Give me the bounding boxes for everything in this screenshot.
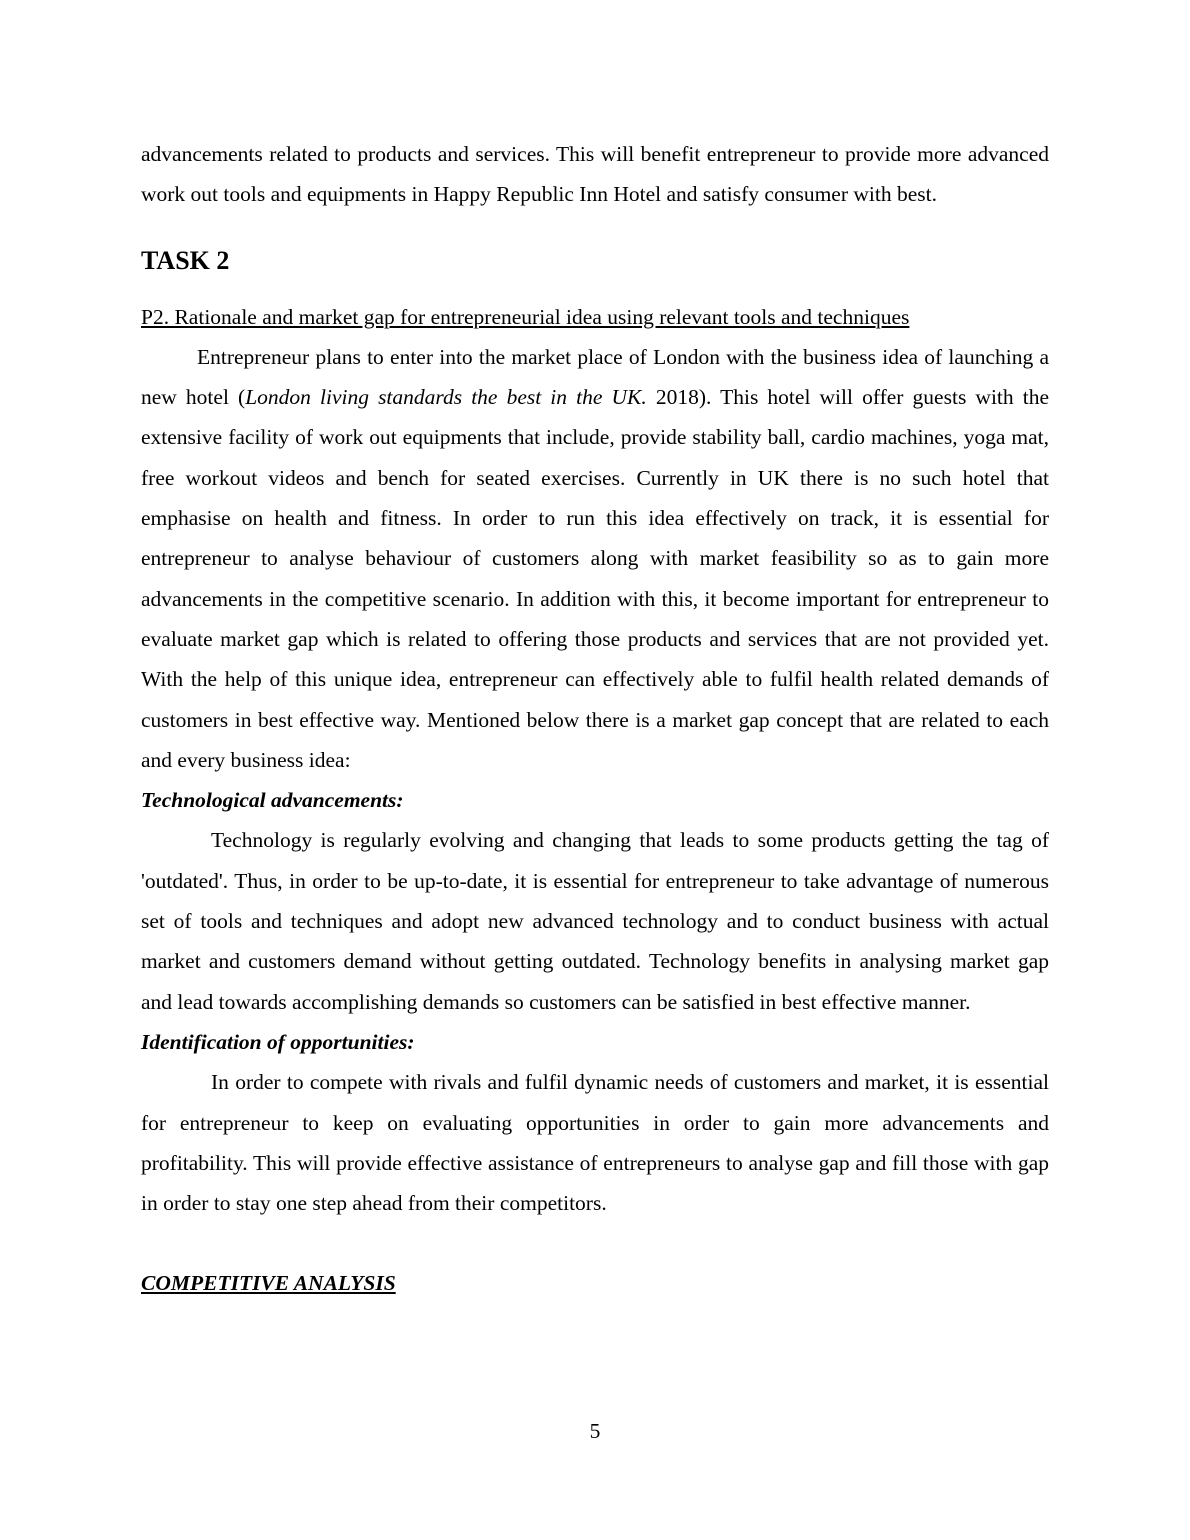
section-title: P2. Rationale and market gap for entrepreneurial idea using relevant tools and techniques [141, 304, 910, 329]
document-page [141, 134, 1049, 1304]
page-number: 5 [589, 1419, 601, 1443]
technological-paragraph: Technology is regularly evolving and changing that leads to some products getting the tag of 'outdated'. Thus, in order to be up-to-date, it is essential for entrepreneur to take advantage of numerous set of tools and techniques and adopt new advanced technology and to conduct business with actual market and customers demand without getting outdated. Technology benefits in analysing market gap and lead towards accomplishing demands so customers can be satisfied in best effective manner. [141, 828, 1049, 1014]
opportunities-heading: Identification of opportunities: [141, 1029, 415, 1054]
intro-text-after-citation: 2018). This hotel will offer guests with the extensive facility of work out equipments that include, provide stability ball, cardio machines, yoga mat, free workout videos and bench for seated exercises. Currently in UK there is no such hotel that emphasise on health and fitness. In order to run this idea effectively on track, it is essential for entrepreneur to analyse behaviour of customers along with market feasibility so as to gain more advancements in the competitive scenario. In addition with this, it become important for entrepreneur to evaluate market gap which is related to offering those products and services that are not provided yet. With the help of this unique idea, entrepreneur can effectively able to fulfil health related demands of customers in best effective way. Mentioned below there is a market gap concept that are related to each and every business idea: [141, 385, 1050, 772]
technological-heading: Technological advancements: [141, 788, 404, 813]
intro-text-before-citation: Entrepreneur plans to enter into the market place of London with the business idea of launching a new hotel ( [141, 344, 1049, 410]
continuation-paragraph: advancements related to products and services. This will benefit entrepreneur to provide more advanced work out tools and equipments in Happy Republic Inn Hotel and satisfy consumer with best. [141, 142, 1049, 207]
task-heading: TASK 2 [141, 245, 230, 275]
intro-paragraph [141, 337, 1049, 780]
intro-citation: London living standards the best in the UK. [245, 385, 647, 410]
opportunities-paragraph: In order to compete with rivals and fulfil dynamic needs of customers and market, it is essential for entrepreneur to keep on evaluating opportunities in order to gain more advancements and profitability. This will provide effective assistance of entrepreneurs to analyse gap and fill those with gap in order to stay one step ahead from their competitors. [141, 1070, 1049, 1216]
competitive-analysis-heading: COMPETITIVE ANALYSIS [141, 1271, 396, 1296]
